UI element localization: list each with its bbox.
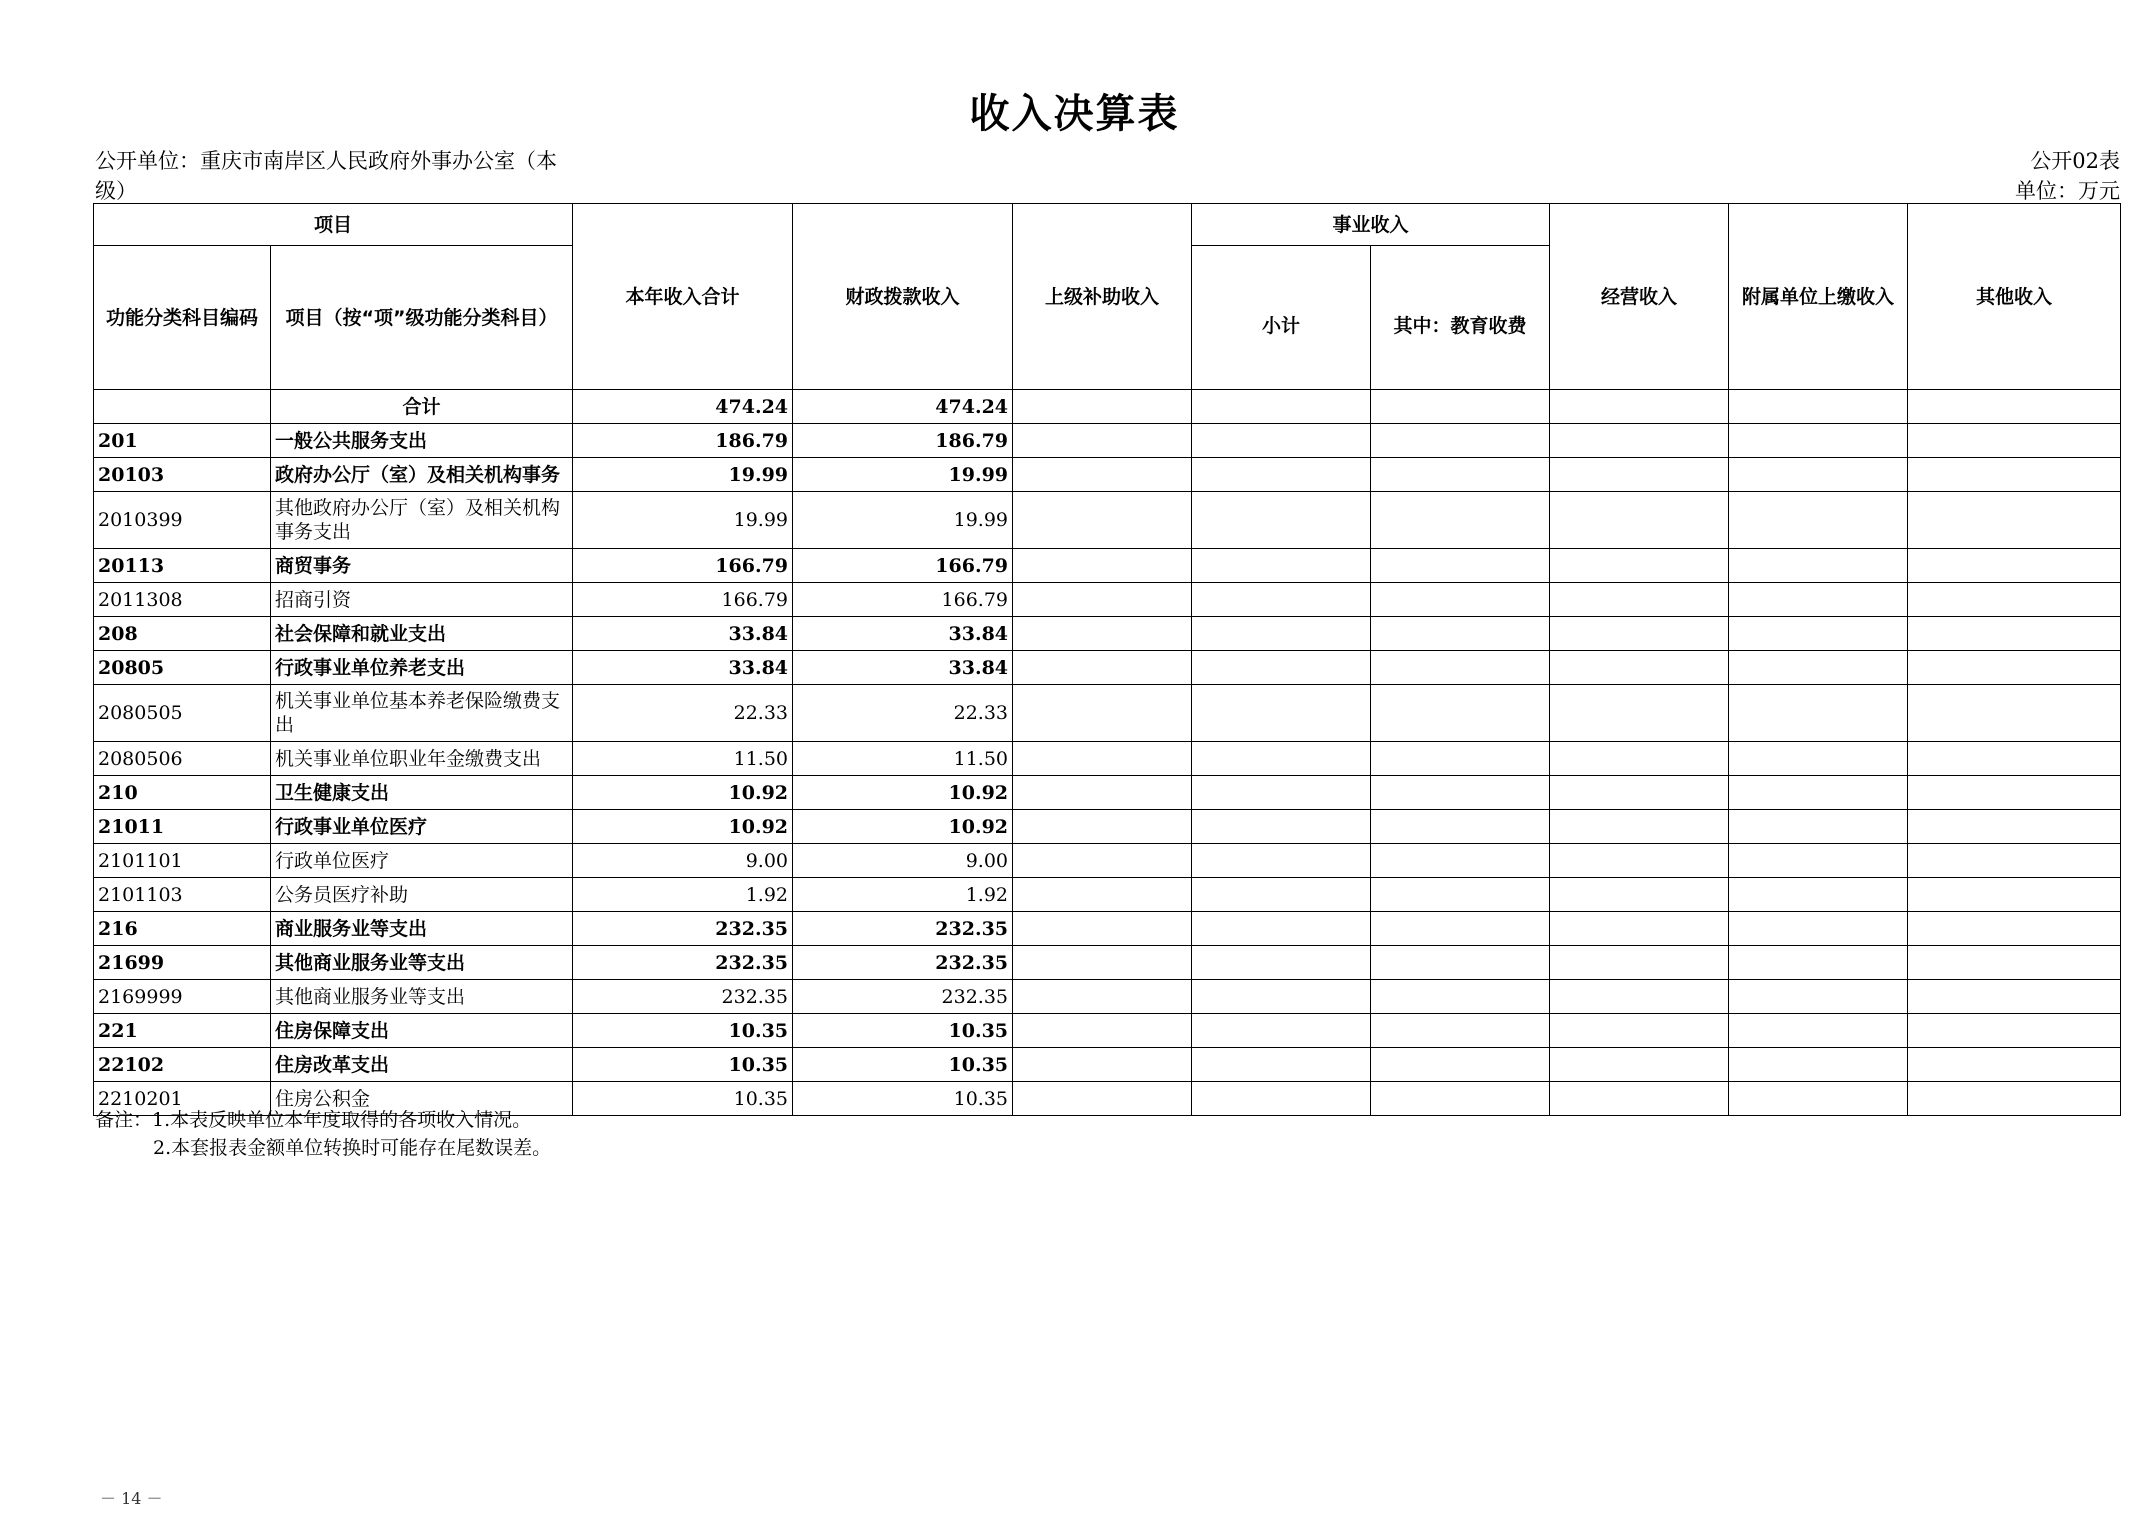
empty-cell	[1192, 980, 1371, 1014]
row-fiscal: 10.92	[793, 776, 1013, 810]
empty-cell	[1013, 617, 1192, 651]
empty-cell	[1908, 810, 2121, 844]
form-meta	[2015, 146, 2120, 206]
row-code: 21011	[94, 810, 271, 844]
empty-cell	[1550, 651, 1729, 685]
empty-cell	[1908, 844, 2121, 878]
row-total-income: 10.92	[573, 776, 793, 810]
empty-cell	[1013, 946, 1192, 980]
header-subtotal: 小计	[1192, 246, 1371, 390]
empty-cell	[1550, 424, 1729, 458]
empty-cell	[1729, 617, 1908, 651]
note-1: 备注：1.本表反映单位本年度取得的各项收入情况。	[95, 1109, 532, 1131]
row-total-income: 10.35	[573, 1082, 793, 1116]
empty-cell	[1550, 583, 1729, 617]
table-row	[94, 617, 2121, 651]
header-superior-subsidy: 上级补助收入	[1013, 204, 1192, 390]
row-total-income: 10.92	[573, 810, 793, 844]
empty-cell	[1550, 1014, 1729, 1048]
empty-cell	[1371, 1014, 1550, 1048]
row-total-income: 166.79	[573, 583, 793, 617]
row-total-income: 19.99	[573, 458, 793, 492]
total-fiscal-value: 474.24	[793, 390, 1013, 424]
row-total-income: 33.84	[573, 651, 793, 685]
row-name: 一般公共服务支出	[271, 424, 573, 458]
row-fiscal: 33.84	[793, 651, 1013, 685]
empty-cell	[1371, 651, 1550, 685]
row-name: 其他政府办公厅（室）及相关机构事务支出	[271, 492, 573, 549]
empty-cell	[1371, 583, 1550, 617]
row-total-income: 1.92	[573, 878, 793, 912]
row-code: 2080506	[94, 742, 271, 776]
row-fiscal: 10.35	[793, 1014, 1013, 1048]
empty-cell	[1013, 583, 1192, 617]
empty-cell	[1729, 424, 1908, 458]
empty-cell	[1908, 980, 2121, 1014]
empty-cell	[1550, 776, 1729, 810]
row-name: 行政单位医疗	[271, 844, 573, 878]
empty-cell	[1371, 810, 1550, 844]
row-name: 商业服务业等支出	[271, 912, 573, 946]
empty-cell	[1192, 685, 1371, 742]
empty-cell	[1192, 946, 1371, 980]
row-fiscal: 33.84	[793, 617, 1013, 651]
row-code: 2080505	[94, 685, 271, 742]
page-number: － 14 －	[100, 1489, 163, 1508]
currency-unit: 单位：万元	[2015, 179, 2120, 203]
row-fiscal: 9.00	[793, 844, 1013, 878]
empty-cell	[1192, 878, 1371, 912]
empty-cell	[1013, 1014, 1192, 1048]
table-row	[94, 651, 2121, 685]
table-row	[94, 1014, 2121, 1048]
notes	[95, 1106, 551, 1162]
table-row	[94, 458, 2121, 492]
empty-cell	[1729, 583, 1908, 617]
empty-cell	[1729, 1082, 1908, 1116]
empty-cell	[1550, 458, 1729, 492]
empty-cell	[1013, 1048, 1192, 1082]
row-fiscal: 166.79	[793, 549, 1013, 583]
header-other: 其他收入	[1908, 204, 2121, 390]
empty-cell	[1729, 776, 1908, 810]
row-fiscal: 232.35	[793, 946, 1013, 980]
empty-cell	[1908, 651, 2121, 685]
row-total-income: 10.35	[573, 1014, 793, 1048]
empty-cell	[1908, 1014, 2121, 1048]
empty-cell	[1192, 1082, 1371, 1116]
row-code: 2101103	[94, 878, 271, 912]
row-total-income: 232.35	[573, 980, 793, 1014]
header-affiliated: 附属单位上缴收入	[1729, 204, 1908, 390]
row-total-income: 166.79	[573, 549, 793, 583]
empty-cell	[1550, 844, 1729, 878]
empty-cell	[1729, 549, 1908, 583]
row-total-income: 232.35	[573, 912, 793, 946]
empty-cell	[1371, 1048, 1550, 1082]
row-code: 210	[94, 776, 271, 810]
row-code: 2210201	[94, 1082, 271, 1116]
row-fiscal: 232.35	[793, 980, 1013, 1014]
reporting-unit: 公开单位：重庆市南岸区人民政府外事办公室（本级）	[95, 149, 557, 203]
empty-cell	[1908, 742, 2121, 776]
row-code: 22102	[94, 1048, 271, 1082]
empty-cell	[1550, 912, 1729, 946]
empty-cell	[1371, 912, 1550, 946]
row-code: 2101101	[94, 844, 271, 878]
empty-cell	[1371, 980, 1550, 1014]
row-code: 2010399	[94, 492, 271, 549]
row-fiscal: 10.35	[793, 1082, 1013, 1116]
note-2: 2.本套报表金额单位转换时可能存在尾数误差。	[153, 1137, 552, 1159]
empty-cell	[1013, 685, 1192, 742]
empty-cell	[1371, 844, 1550, 878]
row-code: 201	[94, 424, 271, 458]
row-total-income: 10.35	[573, 1048, 793, 1082]
row-name: 商贸事务	[271, 549, 573, 583]
empty-cell	[1013, 810, 1192, 844]
row-name: 机关事业单位职业年金缴费支出	[271, 742, 573, 776]
row-name: 住房保障支出	[271, 1014, 573, 1048]
empty-cell	[1192, 549, 1371, 583]
table-row	[94, 742, 2121, 776]
row-fiscal: 166.79	[793, 583, 1013, 617]
header-func-code: 功能分类科目编码	[94, 246, 271, 390]
table-row	[94, 946, 2121, 980]
table-row	[94, 685, 2121, 742]
empty-cell	[1013, 980, 1192, 1014]
empty-cell	[1908, 776, 2121, 810]
row-fiscal: 22.33	[793, 685, 1013, 742]
table-row	[94, 424, 2121, 458]
empty-cell	[1013, 1082, 1192, 1116]
row-name: 机关事业单位基本养老保险缴费支出	[271, 685, 573, 742]
empty-cell	[1192, 1048, 1371, 1082]
row-name: 住房公积金	[271, 1082, 573, 1116]
row-fiscal: 19.99	[793, 458, 1013, 492]
total-label: 合计	[271, 390, 573, 424]
empty-cell	[1729, 492, 1908, 549]
empty-cell	[1729, 1048, 1908, 1082]
empty-cell	[1013, 424, 1192, 458]
empty-cell	[1908, 617, 2121, 651]
empty-cell	[1013, 651, 1192, 685]
empty-cell	[1908, 492, 2121, 549]
empty-cell	[1013, 549, 1192, 583]
empty-cell	[1729, 458, 1908, 492]
header-project-item: 项目（按“项”级功能分类科目）	[271, 246, 573, 390]
empty-cell	[1908, 685, 2121, 742]
empty-cell	[1192, 776, 1371, 810]
empty-cell	[1550, 549, 1729, 583]
empty-cell	[1371, 458, 1550, 492]
empty-cell	[1371, 742, 1550, 776]
row-name: 行政事业单位养老支出	[271, 651, 573, 685]
empty-cell	[1908, 1048, 2121, 1082]
empty-cell	[1729, 980, 1908, 1014]
row-total-income: 9.00	[573, 844, 793, 878]
row-name: 卫生健康支出	[271, 776, 573, 810]
row-fiscal: 19.99	[793, 492, 1013, 549]
empty-cell	[1729, 742, 1908, 776]
table-row	[94, 549, 2121, 583]
row-code: 20113	[94, 549, 271, 583]
header-operating: 经营收入	[1550, 204, 1729, 390]
empty-cell	[1550, 946, 1729, 980]
empty-cell	[1013, 458, 1192, 492]
row-fiscal: 232.35	[793, 912, 1013, 946]
total-row	[94, 390, 2121, 424]
empty-cell	[1013, 776, 1192, 810]
row-code: 221	[94, 1014, 271, 1048]
empty-cell	[1550, 1048, 1729, 1082]
empty-cell	[1908, 549, 2121, 583]
page-title: 收入决算表	[969, 91, 1180, 137]
empty-cell	[1908, 878, 2121, 912]
row-name: 其他商业服务业等支出	[271, 946, 573, 980]
row-name: 公务员医疗补助	[271, 878, 573, 912]
empty-cell	[1192, 583, 1371, 617]
table-row	[94, 776, 2121, 810]
header-fiscal: 财政拨款收入	[793, 204, 1013, 390]
empty-cell	[1013, 742, 1192, 776]
empty-cell	[1371, 617, 1550, 651]
empty-cell	[1729, 1014, 1908, 1048]
empty-cell	[1192, 424, 1371, 458]
empty-cell	[1729, 685, 1908, 742]
empty-cell	[1550, 1082, 1729, 1116]
empty-cell	[1908, 583, 2121, 617]
row-fiscal: 11.50	[793, 742, 1013, 776]
empty-cell	[1013, 844, 1192, 878]
row-fiscal: 10.92	[793, 810, 1013, 844]
empty-cell	[1371, 492, 1550, 549]
form-number: 公开02表	[2030, 149, 2120, 173]
empty-cell	[1908, 912, 2121, 946]
row-total-income: 232.35	[573, 946, 793, 980]
empty-cell	[1192, 617, 1371, 651]
empty-cell	[1550, 685, 1729, 742]
empty-cell	[1729, 912, 1908, 946]
table-row	[94, 878, 2121, 912]
header-project: 项目	[94, 204, 573, 246]
row-name: 住房改革支出	[271, 1048, 573, 1082]
row-name: 招商引资	[271, 583, 573, 617]
empty-cell	[1192, 1014, 1371, 1048]
empty-cell	[1013, 492, 1192, 549]
row-total-income: 19.99	[573, 492, 793, 549]
row-name: 社会保障和就业支出	[271, 617, 573, 651]
row-code: 208	[94, 617, 271, 651]
empty-cell	[1371, 549, 1550, 583]
table-row	[94, 583, 2121, 617]
empty-cell	[1729, 946, 1908, 980]
table-row	[94, 980, 2121, 1014]
income-table	[93, 203, 2121, 1116]
empty-cell	[1550, 617, 1729, 651]
row-name: 政府办公厅（室）及相关机构事务	[271, 458, 573, 492]
table-row	[94, 1048, 2121, 1082]
empty-cell	[1729, 878, 1908, 912]
total-income-value: 474.24	[573, 390, 793, 424]
row-name: 行政事业单位医疗	[271, 810, 573, 844]
row-code: 2169999	[94, 980, 271, 1014]
empty-cell	[1013, 878, 1192, 912]
row-code: 20103	[94, 458, 271, 492]
empty-cell	[1550, 492, 1729, 549]
empty-cell	[1550, 980, 1729, 1014]
row-code: 20805	[94, 651, 271, 685]
empty-cell	[1192, 844, 1371, 878]
row-fiscal: 10.35	[793, 1048, 1013, 1082]
empty-cell	[1371, 946, 1550, 980]
row-code: 21699	[94, 946, 271, 980]
empty-cell	[1192, 810, 1371, 844]
row-total-income: 11.50	[573, 742, 793, 776]
empty-cell	[1908, 946, 2121, 980]
empty-cell	[1550, 810, 1729, 844]
row-name: 其他商业服务业等支出	[271, 980, 573, 1014]
row-total-income: 186.79	[573, 424, 793, 458]
empty-cell	[1192, 651, 1371, 685]
row-code: 2011308	[94, 583, 271, 617]
row-total-income: 22.33	[573, 685, 793, 742]
empty-cell	[1192, 492, 1371, 549]
empty-cell	[1192, 458, 1371, 492]
empty-cell	[1908, 1082, 2121, 1116]
table-row	[94, 844, 2121, 878]
empty-cell	[1371, 1082, 1550, 1116]
empty-cell	[1371, 776, 1550, 810]
empty-cell	[1729, 651, 1908, 685]
empty-cell	[1371, 424, 1550, 458]
empty-cell	[1550, 742, 1729, 776]
empty-cell	[1729, 844, 1908, 878]
empty-cell	[1013, 912, 1192, 946]
empty-cell	[1908, 458, 2121, 492]
row-fiscal: 186.79	[793, 424, 1013, 458]
table-row	[94, 810, 2121, 844]
empty-cell	[1550, 878, 1729, 912]
empty-cell	[1908, 424, 2121, 458]
row-total-income: 33.84	[573, 617, 793, 651]
empty-cell	[1729, 810, 1908, 844]
header-business-income: 事业收入	[1192, 204, 1550, 246]
table-row	[94, 492, 2121, 549]
table-row	[94, 912, 2121, 946]
header-total-income: 本年收入合计	[573, 204, 793, 390]
empty-cell	[1192, 742, 1371, 776]
row-code: 216	[94, 912, 271, 946]
row-fiscal: 1.92	[793, 878, 1013, 912]
empty-cell	[1192, 912, 1371, 946]
empty-cell	[1371, 685, 1550, 742]
header-edu-fee: 其中：教育收费	[1371, 246, 1550, 390]
empty-cell	[1371, 878, 1550, 912]
